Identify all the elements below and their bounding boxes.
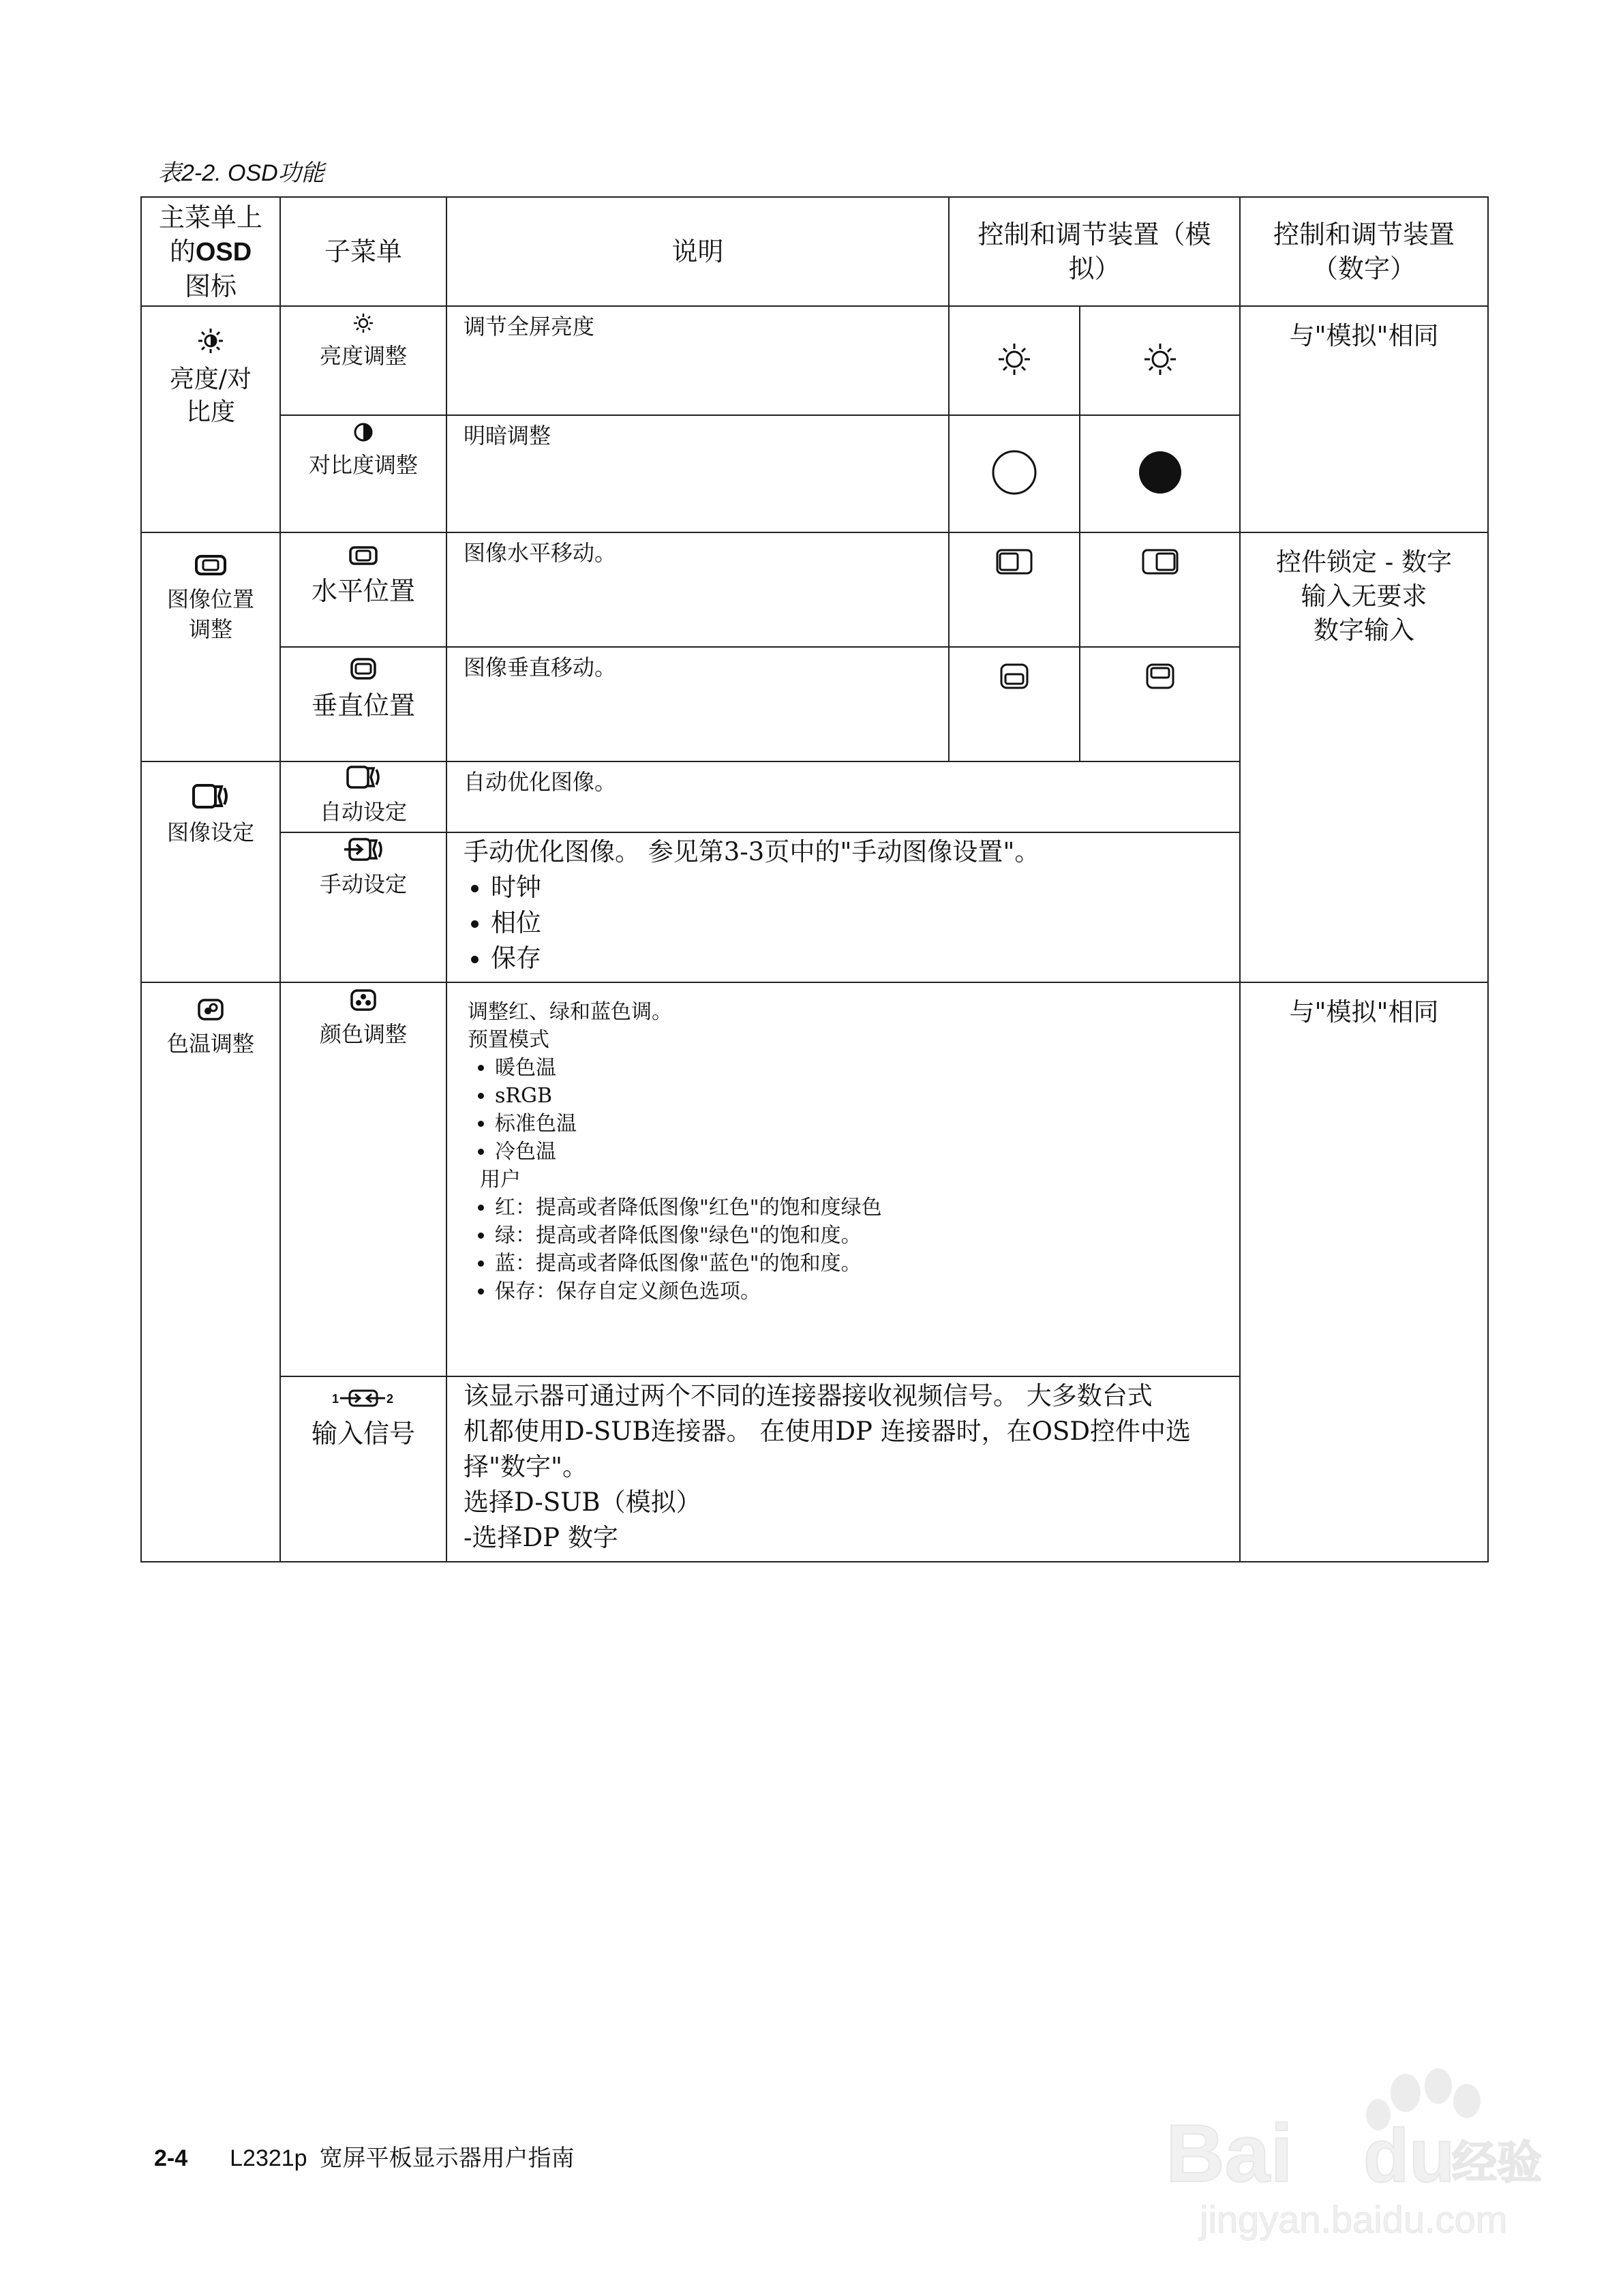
desc-input-signal: [446, 1376, 1240, 1562]
ctl-analog-brightness-right: [1080, 306, 1240, 415]
svg-text:经验: 经验: [1452, 2136, 1542, 2189]
model-name: L2321p: [230, 2145, 307, 2171]
digital-position-setup: 控件锁定 - 数字 输入无要求 数字输入: [1240, 532, 1488, 982]
color-adjust-text: 调整红、绿和蓝色调。: [468, 1000, 672, 1024]
sun-half-icon: [197, 327, 224, 354]
main-item-image-position: 图像位置 调整: [141, 532, 280, 761]
submenu-horizontal: 水平位置: [280, 532, 446, 647]
baidu-jingyan-watermark: [1166, 2066, 1547, 2256]
user-list: [468, 1194, 1219, 1305]
list-item: • 蓝：提高或者降低图像"蓝色"的饱和度。: [495, 1250, 1219, 1278]
desc-horizontal: 图像水平移动。: [446, 532, 949, 647]
main-item-image-setup: 图像设定: [141, 761, 280, 982]
table-caption: 表2-2. OSD功能: [158, 160, 324, 186]
text-line: -选择DP 数字: [464, 1523, 618, 1552]
page-footer: [154, 2139, 575, 2173]
list-item: • 相位: [491, 905, 1223, 941]
submenu-color-adjust: 颜色调整: [280, 982, 446, 1376]
shift-left-icon: [995, 548, 1033, 575]
svg-text:du: du: [1363, 2114, 1455, 2198]
image-position-icon: [194, 554, 227, 577]
contrast-icon: [353, 422, 374, 442]
manual-setup-list: [464, 870, 1223, 976]
list-item: • 标准色温: [495, 1110, 1219, 1138]
desc-auto-setup: 自动优化图像。: [446, 761, 1240, 832]
svg-text:1: 1: [332, 1392, 339, 1406]
preset-list: [468, 1054, 1219, 1166]
ctl-analog-contrast-left: [949, 415, 1080, 532]
sun-icon: [353, 313, 374, 333]
svg-text:Bai: Bai: [1166, 2108, 1293, 2199]
guide-title: 宽屏平板显示器用户指南: [319, 2145, 575, 2172]
shift-right-icon: [1141, 548, 1179, 575]
header-row: [141, 197, 1488, 306]
color-temp-icon: [197, 998, 224, 1021]
list-item: • 暖色温: [495, 1054, 1219, 1082]
list-item: • 保存: [491, 941, 1223, 976]
header-description: 说明: [446, 197, 949, 306]
circle-outline-icon: [990, 449, 1038, 496]
main-item-brightness: 亮度/对 比度: [141, 306, 280, 532]
submenu-auto-setup: 自动设定: [280, 761, 446, 832]
list-item: • 时钟: [491, 870, 1223, 905]
submenu-contrast: 对比度调整: [280, 415, 446, 532]
sun-outline-icon: [1142, 342, 1178, 377]
desc-manual-setup: [446, 832, 1240, 982]
shift-up-icon: [1145, 663, 1175, 690]
manual-setup-text: 手动优化图像。 参见第3-3页中的"手动图像设置"。: [464, 837, 1040, 866]
text-line: 择"数字"。: [464, 1452, 588, 1481]
osd-functions-table: [140, 196, 1489, 1562]
submenu-brightness: 亮度调整: [280, 306, 446, 415]
text-line: 机都使用D-SUB连接器。 在使用DP 连接器时，在OSD控件中选: [464, 1417, 1192, 1446]
vertical-position-icon: [350, 657, 377, 680]
submenu-manual-setup: 手动设定: [280, 832, 446, 982]
desc-brightness: 调节全屏亮度: [446, 306, 949, 415]
digital-brightness: 与"模拟"相同: [1240, 306, 1488, 532]
table-row: [141, 982, 1488, 1376]
table-row: [141, 532, 1488, 647]
header-analog: 控制和调节装置（模 拟）: [949, 197, 1240, 306]
manual-setup-icon: [343, 837, 384, 862]
image-setup-icon: [192, 783, 230, 810]
ctl-analog-horizontal-left: [949, 532, 1080, 647]
ctl-analog-vertical-right: [1080, 647, 1240, 761]
list-item: • 绿：提高或者降低图像"绿色"的饱和度。: [495, 1222, 1219, 1250]
list-item: • 冷色温: [495, 1138, 1219, 1166]
list-item: • 保存：保存自定义颜色选项。: [495, 1278, 1219, 1305]
desc-color-adjust: [446, 982, 1240, 1376]
input-signal-icon: [331, 1388, 396, 1408]
digital-color: 与"模拟"相同: [1240, 982, 1488, 1562]
main-item-color-temp: 色温调整: [141, 982, 280, 1562]
submenu-vertical: 垂直位置: [280, 647, 446, 761]
sun-outline-icon: [997, 342, 1032, 377]
circle-filled-icon: [1136, 449, 1184, 496]
svg-text:jingyan.baidu.com: jingyan.baidu.com: [1200, 2198, 1508, 2241]
text-line: 选择D-SUB（模拟）: [464, 1487, 701, 1517]
ctl-analog-vertical-left: [949, 647, 1080, 761]
table-row: [141, 306, 1488, 415]
list-item: • 红：提高或者降低图像"红色"的饱和度绿色: [495, 1194, 1219, 1222]
preset-mode-label: 预置模式: [468, 1028, 549, 1052]
auto-setup-icon: [346, 765, 381, 789]
list-item: • sRGB: [495, 1082, 1219, 1110]
ctl-analog-contrast-right: [1080, 415, 1240, 532]
svg-text:2: 2: [386, 1392, 394, 1406]
horizontal-position-icon: [348, 545, 378, 566]
shift-down-icon: [999, 663, 1029, 690]
desc-vertical: 图像垂直移动。: [446, 647, 949, 761]
desc-contrast: 明暗调整: [446, 415, 949, 532]
header-main-icon: 主菜单上 的OSD 图标: [141, 197, 280, 306]
color-adjust-icon: [350, 988, 377, 1012]
ctl-analog-brightness-left: [949, 306, 1080, 415]
header-digital: 控制和调节装置 （数字）: [1240, 197, 1488, 306]
ctl-analog-horizontal-right: [1080, 532, 1240, 647]
header-submenu: 子菜单: [280, 197, 446, 306]
submenu-input-signal: 1 2 输入信号: [280, 1376, 446, 1562]
text-line: 该显示器可通过两个不同的连接器接收视频信号。 大多数台式: [464, 1381, 1153, 1410]
user-label: 用户: [480, 1168, 521, 1192]
page-number: 2-4: [154, 2145, 188, 2171]
